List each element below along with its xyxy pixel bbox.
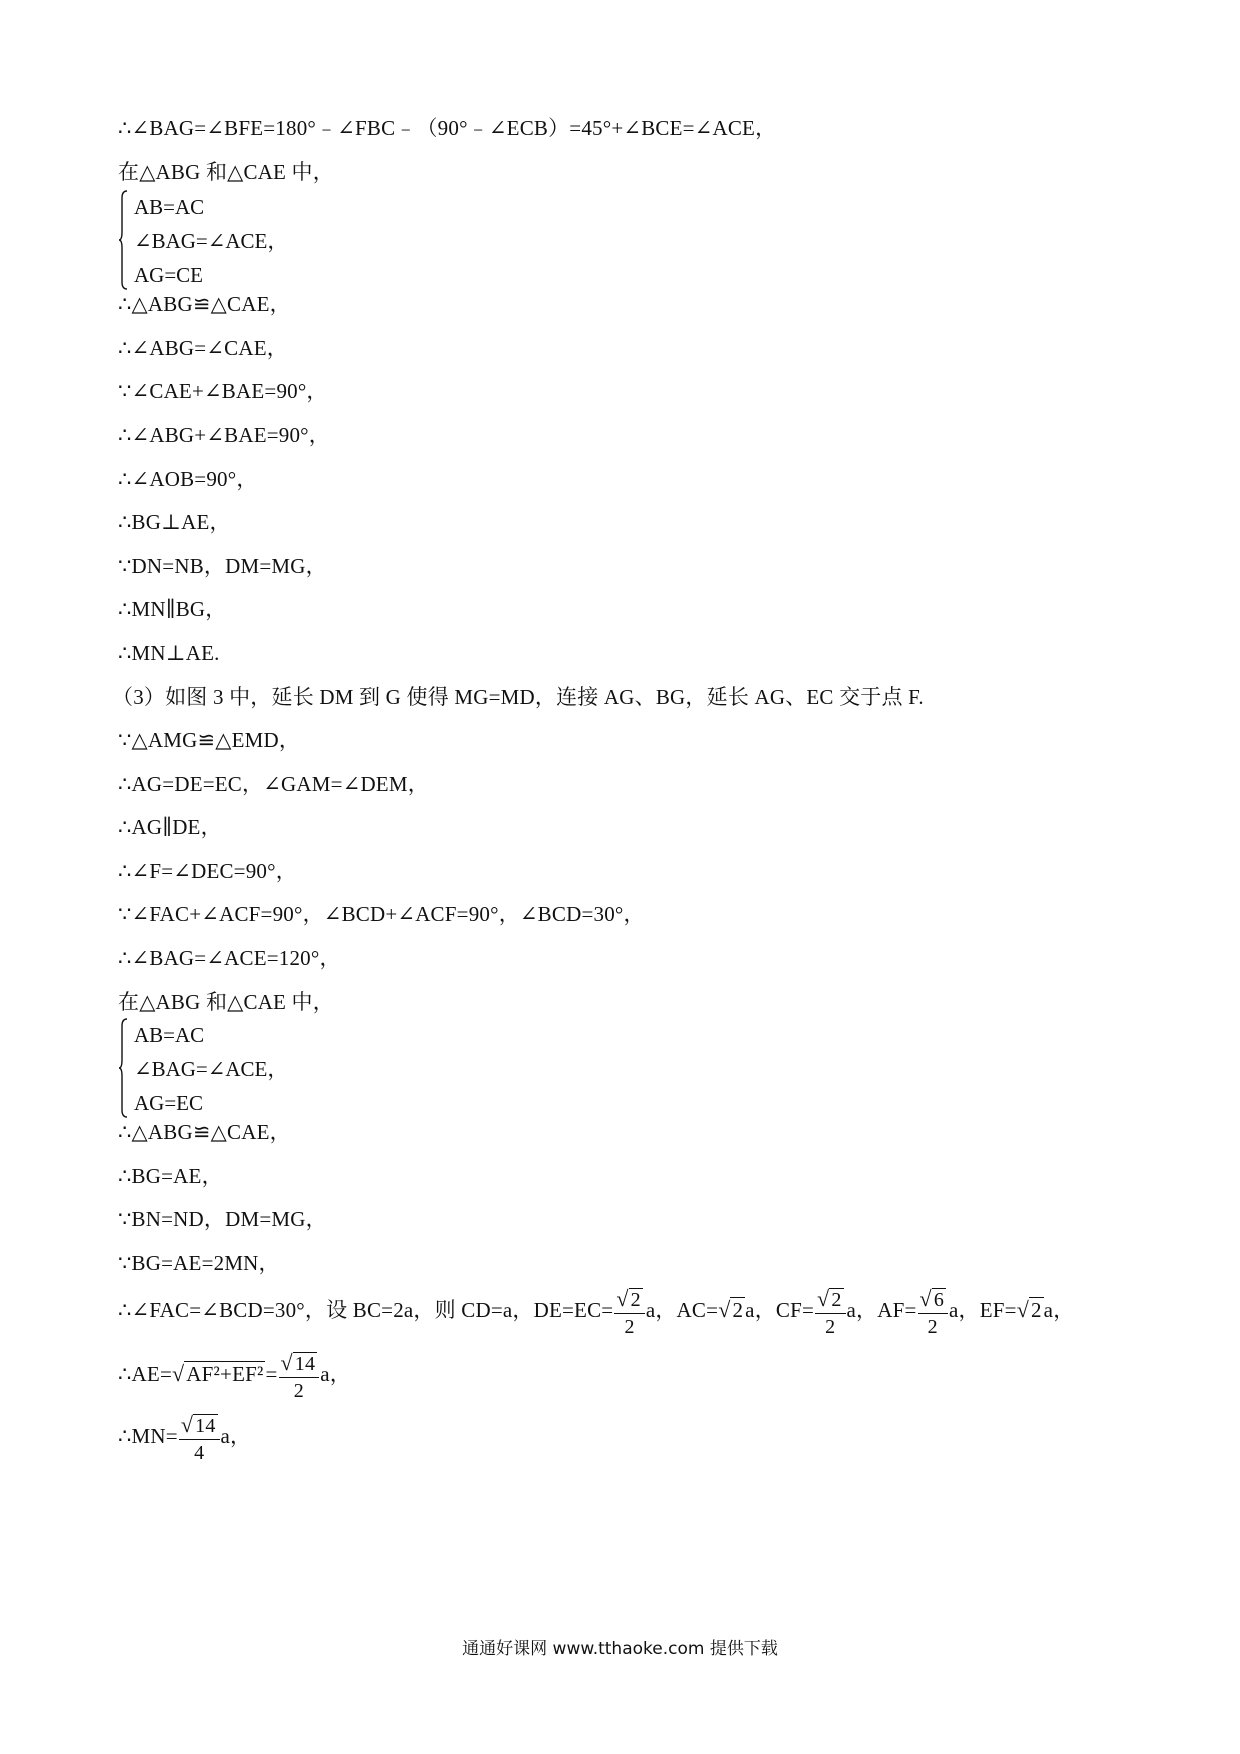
text-line: ∴∠AOB=90°， — [118, 467, 258, 491]
calc-prefix: ∴∠FAC=∠BCD=30°，设 BC=2a，则 CD=a，DE=EC= — [118, 1298, 614, 1322]
text-line: ∵∠CAE+∠BAE=90°， — [118, 379, 328, 403]
system-row: ∠BAG=∠ACE， — [134, 1057, 289, 1081]
text-line: ∴∠F=∠DEC=90°， — [118, 859, 297, 883]
sqrt-expression: √AF²+EF² — [172, 1361, 264, 1386]
system-row: AG=CE — [134, 263, 204, 287]
text-line: ∴△ABG≌△CAE， — [118, 292, 291, 316]
text-line: （3）如图 3 中，延长 DM 到 G 使得 MG=MD，连接 AG、BG，延长 AG、EC 交于点 F. — [112, 685, 924, 709]
ae-line: ∴AE=√AF²+EF²= $\frac{√ 14}{2}$ a， — [118, 1346, 351, 1406]
fraction: $\frac{√ 14}{4}$ — [179, 1413, 220, 1464]
text-line: ∴∠ABG=∠CAE， — [118, 336, 288, 360]
text-line: ∵BG=AE=2MN， — [118, 1251, 280, 1275]
system-row: AB=AC — [134, 195, 205, 219]
text-line: ∴∠ABG+∠BAE=90°， — [118, 423, 330, 447]
system-row: AG=EC — [134, 1091, 204, 1115]
text-line: ∴∠BAG=∠BFE=180°﹣∠FBC﹣（90°﹣∠ECB）=45°+∠BCE=∠ACE， — [118, 116, 777, 140]
text-line: ∴△ABG≌△CAE， — [118, 1120, 291, 1144]
brace-icon — [118, 190, 128, 290]
sqrt-expression: √2 — [1016, 1297, 1042, 1322]
calculation-line: ∴∠FAC=∠BCD=30°，设 BC=2a，则 CD=a，DE=EC= $\frac{√ 2}{2}$ a，AC=√2a，CF= $\frac{√ 2}{2}$ a，AF= $\frac{√ 6}{2}$ a，EF=√2a， — [118, 1282, 1074, 1342]
text-line: 在△ABG 和△CAE 中， — [118, 990, 334, 1014]
text-line: ∴MN⊥AE. — [118, 641, 220, 665]
text-line: ∴BG=AE， — [118, 1164, 223, 1188]
mn-line: ∴MN= $\frac{√ 14}{4}$ a， — [118, 1411, 252, 1464]
text-line: 在△ABG 和△CAE 中， — [118, 160, 334, 184]
text-line: ∵BN=ND，DM=MG， — [118, 1207, 327, 1231]
text-line: ∴MN∥BG， — [118, 597, 227, 621]
system-row: ∠BAG=∠ACE， — [134, 229, 289, 253]
text-line: ∵△AMG≌△EMD， — [118, 728, 301, 752]
text-line: ∴BG⊥AE， — [118, 510, 231, 534]
fraction: $\frac{√ 2}{2}$ — [815, 1287, 845, 1338]
brace-icon — [118, 1018, 128, 1118]
fraction: $\frac{√ 14}{2}$ — [279, 1351, 320, 1402]
text-line: ∵DN=NB，DM=MG， — [118, 554, 327, 578]
fraction: $\frac{√ 2}{2}$ — [614, 1287, 644, 1338]
page-footer: 通通好课网 www.tthaoke.com 提供下载 — [462, 1639, 778, 1659]
system-row: AB=AC — [134, 1023, 205, 1047]
text-line: ∴AG=DE=EC，∠GAM=∠DEM， — [118, 772, 429, 796]
text-line: ∵∠FAC+∠ACF=90°，∠BCD+∠ACF=90°，∠BCD=30°， — [118, 902, 645, 926]
text-line: ∴∠BAG=∠ACE=120°， — [118, 946, 341, 970]
text-line: ∴AG∥DE， — [118, 815, 222, 839]
fraction: $\frac{√ 6}{2}$ — [918, 1287, 948, 1338]
sqrt-expression: √2 — [718, 1297, 744, 1322]
